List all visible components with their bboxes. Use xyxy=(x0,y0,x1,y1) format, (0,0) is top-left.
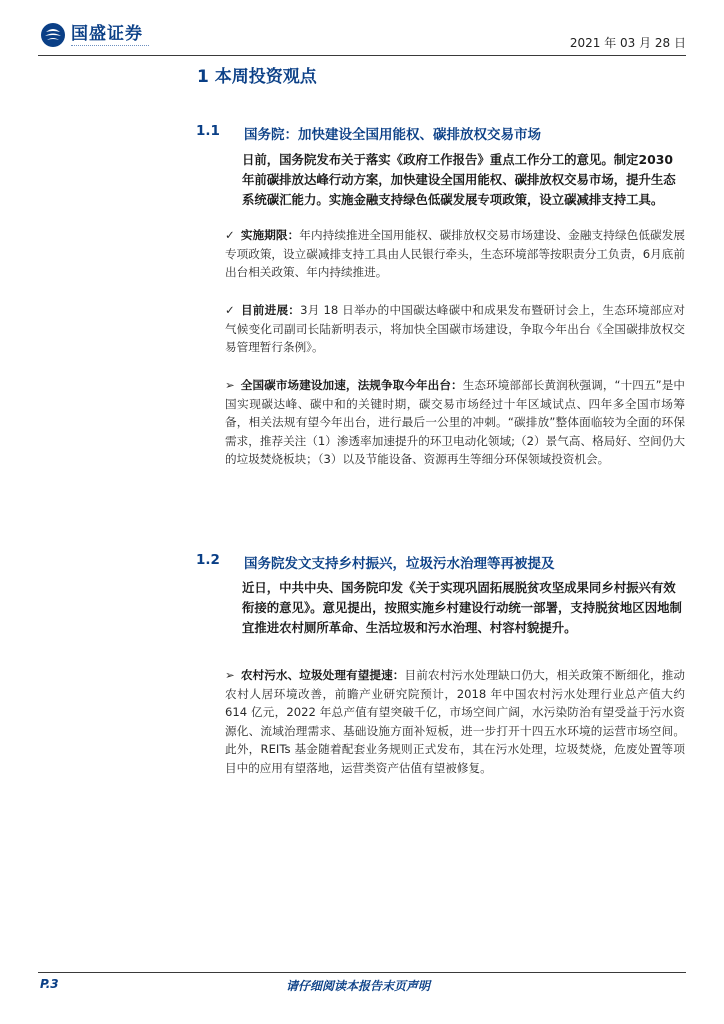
paragraph-text: 年内持续推进全国用能权、碳排放权交易市场建设、金融支持绿色低碳发展专项政策，设立碳减排支持工具由人民银行牵头，生态环境部等按职责分工负责，6月底前出台相关政策、年内持续推进。 xyxy=(225,228,685,279)
paragraph-label: 实施期限： xyxy=(240,228,300,242)
paragraph-text: 生态环境部部长黄润秋强调，“十四五”是中国实现碳达峰、碳中和的关键时期，碳交易市场经过十年区域试点、四年多全国市场筹备，相关法规有望今年出台，进行最后一公里的冲刺。“碳排放”整体面临较为全面的环保需求，推荐关注（1）渗透率加速提升的环卫电动化领域;（2）景气高、格局好、空间仍大的垃圾焚烧板块；（3）以及节能设备、资源再生等细分环保领域投资机会。 xyxy=(225,378,685,466)
arrow-bullet-icon: ➢ xyxy=(225,378,235,392)
footer-disclaimer: 请仔细阅读本报告末页声明 xyxy=(286,979,431,993)
paragraph-label: 目前进展： xyxy=(240,303,301,317)
section-title: 1 本周投资观点 xyxy=(197,67,317,87)
page-header xyxy=(38,18,686,58)
paragraph-text: 3月 18 日举办的中国碳达峰碳中和成果发布暨研讨会上，生态环境部应对气候变化司副司长陆新明表示，将加快全国碳市场建设，争取今年出台《全国碳排放权交易管理暂行条例》。 xyxy=(225,303,685,354)
paragraph-label: 农村污水、垃圾处理有望提速： xyxy=(240,668,405,682)
check-icon: ✓ xyxy=(225,228,235,242)
logo-text: 国盛证券 xyxy=(71,23,143,44)
paragraph-rural-sewage xyxy=(225,666,685,777)
check-icon: ✓ xyxy=(225,303,235,317)
page-number: P.3 xyxy=(40,977,59,991)
report-date: 2021 年 03 月 28 日 xyxy=(569,36,686,50)
paragraph-label: 全国碳市场建设加速，法规争取今年出台： xyxy=(240,378,463,392)
subsection-number: 1.2 xyxy=(196,552,220,568)
arrow-bullet-icon: ➢ xyxy=(225,668,235,682)
lead-paragraph-1-2: 近日，中共中央、国务院印发《关于实现巩固拓展脱贫攻坚成果同乡村振兴有效衔接的意见》。意见提出，按照实施乡村建设行动统一部署，支持脱贫地区因地制宜推进农村厕所革命、生活垃圾和污水治理、村容村貌提升。 xyxy=(242,580,682,635)
subsection-number: 1.1 xyxy=(196,123,220,139)
subsection-heading-1-1 xyxy=(196,123,541,143)
footer-divider xyxy=(38,972,686,973)
paragraph-implementation-period xyxy=(225,226,685,282)
guosheng-logo-icon xyxy=(40,22,66,48)
subsection-title: 国务院发文支持乡村振兴，垃圾污水治理等再被提及 xyxy=(244,556,555,572)
paragraph-current-progress xyxy=(225,301,685,357)
lead-paragraph-1-1: 日前，国务院发布关于落实《政府工作报告》重点工作分工的意见。制定2030年前碳排放达峰行动方案，加快建设全国用能权、碳排放权交易市场，提升生态系统碳汇能力。实施金融支持绿色低碳发展专项政策，设立碳减排支持工具。 xyxy=(242,152,676,207)
subsection-title: 国务院：加快建设全国用能权、碳排放权交易市场 xyxy=(244,127,541,143)
paragraph-text: 目前农村污水处理缺口仍大，相关政策不断细化，推动农村人居环境改善，前瞻产业研究院预计，2018 年中国农村污水处理行业总产值大约 614 亿元，2022 年总产值有望突破千亿，市场空间广阔，水污染防治有望受益于污水资源化、流域治理需求、基础设施方面补短板，进一步打开十四五水环境的运营市场空间。此外，REITs 基金随着配套业务规则正式发布，其在污水处理，垃圾焚烧，危废处置等项目中的应用有望落地，运营类资产估值有望被修复。 xyxy=(225,668,685,775)
subsection-heading-1-2 xyxy=(196,552,555,572)
brand-logo xyxy=(40,20,143,50)
logo-subline xyxy=(71,45,149,49)
paragraph-carbon-market xyxy=(225,376,685,469)
header-divider xyxy=(38,55,686,56)
